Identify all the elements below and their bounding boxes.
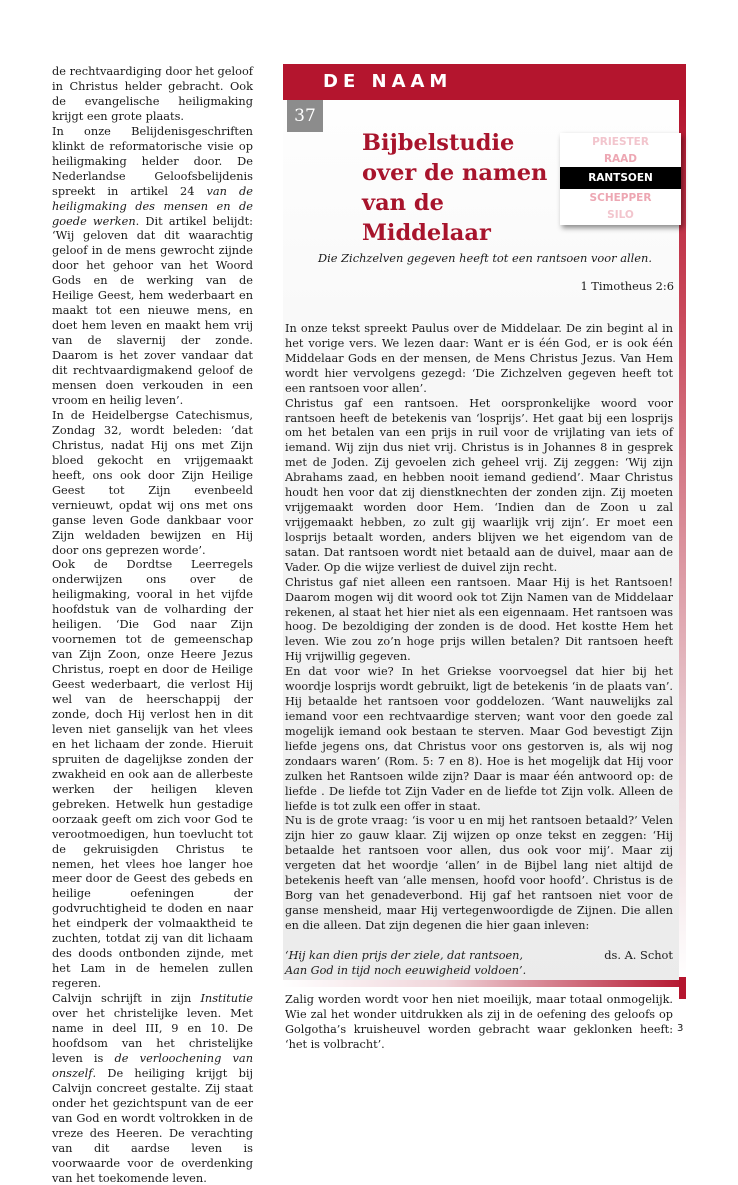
italic-run: Institutie xyxy=(200,991,253,1006)
text-run: In onze Belijdenisgeschriften klinkt de reformatorische visie op heiligmaking helder door. De Nederlandse Geloofsbelijdenis spreekt in artikel 24 xyxy=(52,123,253,198)
text-run: . Dit artikel belijdt: ‘Wij geloven dat dit waarachtig geloof in de mens gewrocht zijnde door het gehoor van het Woord Gods en de werking van de Heilige Geest, hem wederbaart en maakt tot een nieuwe mens, en doet hem leven en maakt hem vrij van de slavernij der zonde. Daarom is het zover vandaar dat dit rechtvaardigmakend geloof de mensen doen verkouden in een vroom en heilig leven’. xyxy=(52,213,253,407)
names-list xyxy=(560,133,681,225)
name-item-priester: PRIESTER xyxy=(592,135,649,148)
paragraph-gap xyxy=(285,979,673,994)
body-paragraph: Zalig worden wordt voor hen niet moeilijk, maar totaal onmogelijk. Wie zal het wonder uitdrukken als zij in de oefening des geloofs op Golgotha’s kruisheuvel worden gebracht waar geklonken heeft: ‘het is volbracht’. xyxy=(285,993,673,1052)
section-banner xyxy=(283,64,686,100)
body-paragraph: Nu is de grote vraag: ‘is voor u en mij het rantsoen betaald?’ Velen zijn hier zo gauw klaar. Zij wijzen op onze tekst en zeggen: ‘Hij betaalde het rantsoen voor allen, dus ook voor mij’. Maar zij vergeten dat het woordje ‘allen’ in de Bijbel lang niet altijd de betekenis heeft van ‘alle mensen, hoofd voor hoofd’. Christus is de Borg van het genadeverbond. Hij gaf het rantsoen niet voor de ganse mensheid, maar Hij vertegenwoordigde de Zijnen. Die allen en die alleen. Dat zijn degenen die hier gaan inleven: xyxy=(285,814,673,932)
frame-right-rule xyxy=(679,100,686,980)
body-paragraph: Christus gaf niet alleen een rantsoen. Maar Hij is het Rantsoen! Daarom mogen wij dit woord ook tot Zijn Namen van de Middelaar rekenen, al staat het hier niet als een eigennaam. Het rantsoen was hoog. De bezoldiging der zonden is de dood. Het kostte Hem het leven. Wie zou zo’n hoge prijs willen betalen? Dit rantsoen heeft Hij vrijwillig gegeven. xyxy=(285,575,673,664)
body-paragraph: En dat voor wie? In het Griekse voorvoegsel dat hier bij het woordje losprijs wordt gebruikt, ligt de betekenis ‘in de plaats van’. Hij betaalde het rantsoen voor goddelozen. ‘Want nauwelijks zal iemand voor een rechtvaardige sterven; want voor den goede zal mogelijk iemand ook bestaan te sterven. Maar God bevestigt Zijn liefde jegens ons, dat Christus voor ons gestorven is, als wij nog zondaars waren’ (Rom. 5: 7 en 8). Hoe is het mogelijk dat Hij voor zulken het Rantsoen wilde zijn? Daar is maar één antwoord op: de liefde . De liefde tot Zijn Vader en de liefde tot Zijn volk. Alleen de liefde is tot zulk een offer in staat. xyxy=(285,665,673,813)
name-item-rantsoen: RANTSOEN xyxy=(560,167,681,189)
text-run: . De heiliging krijgt bij Calvijn concreet gestalte. Zij staat onder het gezichtspunt van de eer van God en wordt voltrokken in de vreze des Heeren. De verachting van dit aardse leven is voorwaarde voor de overdenking van het toekomende leven. xyxy=(52,1065,253,1185)
issue-number: 37 xyxy=(287,100,323,132)
verse-line: ‘Hij kan dien prijs der ziele, dat rantsoen, xyxy=(285,948,523,962)
verse-line: Aan God in tijd noch eeuwigheid voldoen’. xyxy=(285,963,527,977)
left-column xyxy=(52,64,253,1185)
name-item-schepper: SCHEPPER xyxy=(589,191,652,204)
left-paragraph xyxy=(52,124,253,408)
name-item-raad: RAAD xyxy=(603,152,638,165)
article-title: Bijbelstudie over de namen van de Middelaar xyxy=(362,130,548,246)
page-number: 3 xyxy=(677,1023,684,1034)
left-paragraph: Ook de Dordtse Leerregels onderwijzen ons over de heiligmaking, vooral in het vijfde hoofdstuk van de volharding der heiligen. ‘Die God naar Zijn voornemen tot de gemeenschap van Zijn Zoon, onze Heere Jezus Christus, roept en door de Heilige Geest wederbaart, die verlost Hij wel van de heerschappij der zonde, doch Hij verlost hen in dit leven niet ganselijk van het vlees en het lichaam der zonde. Hieruit spruiten de dagelijkse zonden der zwakheid en ook aan de allerbeste werken der heiligen kleven gebreken. Hetwelk hun gestadige oorzaak geeft om zich voor God te verootmoedigen, hun toevlucht tot de gekruisigden Christus te nemen, het vlees hoe langer hoe meer door de Geest des gebeds en heilige oefeningen der godvruchtigheid te doden en naar het eindperk der volmaaktheid te zuchten, totdat zij van dit lichaam des doods ontbonden zijnde, met het Lam in de hemelen zullen regeren. xyxy=(52,557,253,991)
body-paragraph: Christus gaf een rantsoen. Het oorspronkelijke woord voor rantsoen heeft de betekenis van ‘losprijs’. Het gaat bij een losprijs om het betalen van een prijs in ruil voor de vrijlating van iets of iemand. Wij zijn dus niet vrij. Christus is in Johannes 8 in gesprek met de Joden. Zij gevoelen zich geheel vrij. Zij zeggen: ‘Wij zijn Abrahams zaad, en hebben nooit iemand gediend’. Maar Christus houdt hen voor dat zij dienstknechten der zonden zijn. Zij moeten vrijgemaakt worden door Hem. ‘Indien dan de Zoon u zal vrijgemaakt hebben, zo zult gij waarlijk vrij zijn’. Er moet een losprijs betaalt worden, anders blijven we het eigendom van de satan. Dat rantsoen wordt niet betaald aan de duivel, maar aan de Vader. Op die wijze verliest de duivel zijn recht. xyxy=(285,396,673,574)
frame-corner-mark xyxy=(679,977,686,999)
left-paragraph: In de Heidelbergse Catechismus, Zondag 32, wordt beleden: ‘dat Christus, nadat Hij ons met Zijn bloed gekocht en vrijgemaakt heeft, ons ook door Zijn Heilige Geest tot Zijn evenbeeld vernieuwt, opdat wij ons met ons ganse leven Gode dankbaar voor Zijn weldaden bewijzen en Hij door ons geprezen worde’. xyxy=(52,407,253,557)
text-run: Calvijn schrijft in zijn xyxy=(52,991,201,1006)
name-item-silo: SILO xyxy=(607,208,634,221)
left-paragraph: de rechtvaardiging door het geloof in Christus helder gebracht. Ook de evangelische heiligmaking krijgt een grote plaats. xyxy=(52,64,253,123)
bible-reference: 1 Timotheus 2:6 xyxy=(580,279,674,293)
italic-run: van de heiligmaking des mensen en de goede werken xyxy=(52,183,253,228)
section-title: DE NAAM xyxy=(323,71,453,92)
paragraph-gap xyxy=(285,934,673,949)
article-body xyxy=(285,322,673,1053)
text-run: over het christelijke leven. Met name in deel III, 9 en 10. De hoofdsom van het christelijke leven is xyxy=(52,1006,253,1065)
left-paragraph xyxy=(52,991,253,1185)
author-signature: ds. A. Schot xyxy=(604,948,673,962)
body-paragraph: In onze tekst spreekt Paulus over de Middelaar. De zin begint al in het vorige vers. We lezen daar: Want er is één God, er is ook één Middelaar Gods en der mensen, de Mens Christus Jezus. Van Hem wordt hier vervolgens gezegd: ‘Die Zichzelven gegeven heeft tot een rantsoen voor allen’. xyxy=(285,322,673,395)
italic-run: de verloochening van onszelf xyxy=(52,1050,253,1080)
bible-quote: Die Zichzelven gegeven heeft tot een rantsoen voor allen. xyxy=(318,251,652,265)
